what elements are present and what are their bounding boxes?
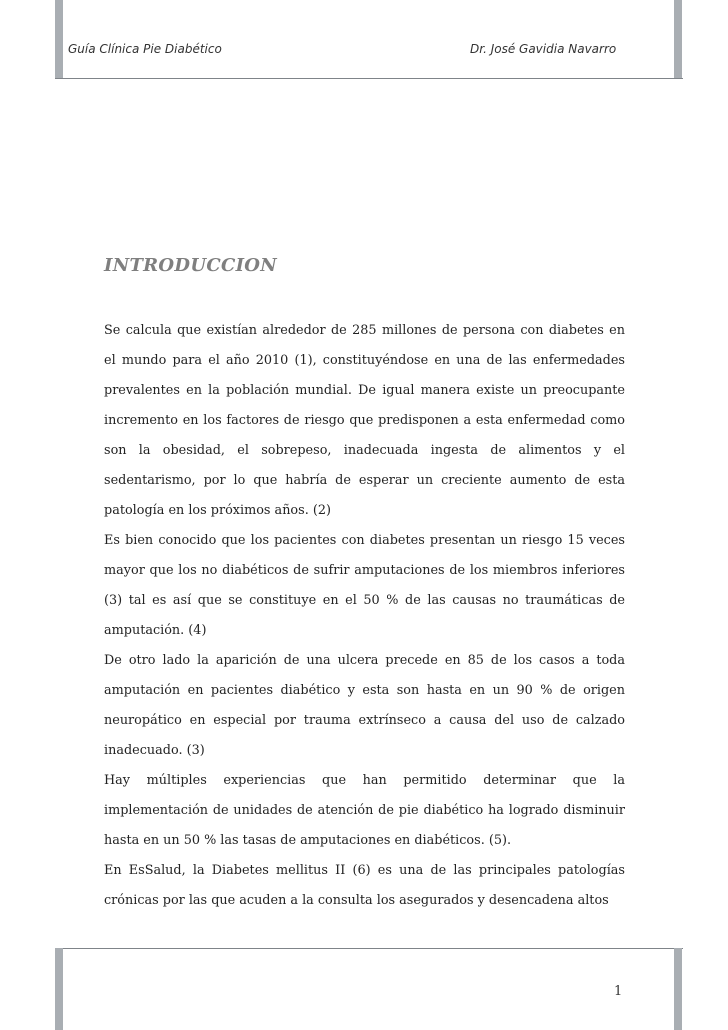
paragraph-ulcer: De otro lado la aparición de una ulcera precede en 85 de los casos a toda amputación en pacientes diabético y esta son hasta en un 90 % de origen neuropático en especial por trauma extrínseco a causa del uso de calzado inadecuado. (3) xyxy=(104,653,625,758)
paragraph-essalud: En EsSalud, la Diabetes mellitus II (6) es una de las principales patologías crónicas por las que acuden a la consulta los asegurados y desencadena altos xyxy=(104,863,625,908)
footer-right-bar xyxy=(674,948,682,1030)
footer-left-bar xyxy=(55,948,63,1030)
page-number: 1 xyxy=(614,984,623,999)
header-author: Dr. José Gavidia Navarro xyxy=(470,42,617,56)
body-text xyxy=(104,316,625,916)
section-title: INTRODUCCION xyxy=(104,255,278,276)
header-document-title: Guía Clínica Pie Diabético xyxy=(68,42,222,56)
header-rule xyxy=(55,78,683,79)
paragraph-care-units: Hay múltiples experiencias que han permitido determinar que la implementación de unidades de atención de pie diabético ha logrado disminuir hasta en un 50 % las tasas de amputaciones en diabéticos. (5). xyxy=(104,773,625,848)
footer-rule xyxy=(55,948,683,949)
paragraph-amputation-risk: Es bien conocido que los pacientes con diabetes presentan un riesgo 15 veces mayor que los no diabéticos de sufrir amputaciones de los miembros inferiores (3) tal es así que se constituye en el 50 % de las causas no traumáticas de amputación. (4) xyxy=(104,533,625,638)
header-right-bar xyxy=(674,0,682,78)
header-left-bar xyxy=(55,0,63,78)
paragraph-prevalence: Se calcula que existían alrededor de 285 millones de persona con diabetes en el mundo para el año 2010 (1), constituyéndose en una de las enfermedades prevalentes en la población mundial. De igual manera existe un preocupante incremento en los factores de riesgo que predisponen a esta enfermedad como son la obesidad, el sobrepeso, inadecuada ingesta de alimentos y el sedentarismo, por lo que habría de esperar un creciente aumento de esta patología en los próximos años. (2) xyxy=(104,323,625,518)
